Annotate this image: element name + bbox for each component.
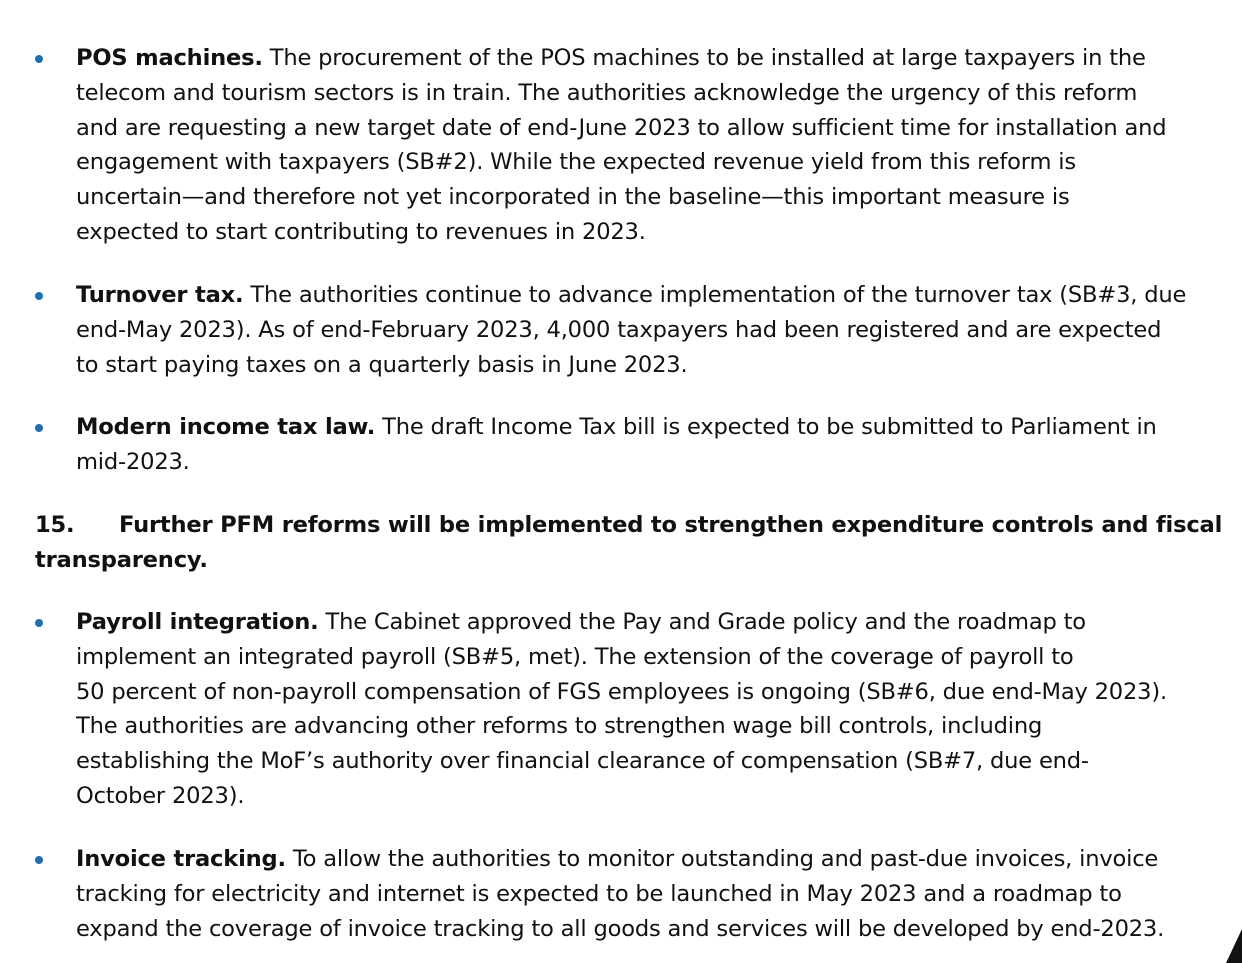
list-item-invoice-tracking bbox=[30, 842, 1165, 946]
bullet-icon bbox=[35, 424, 43, 432]
text-line: The draft Income Tax bill is expected to be submitted to Parliament in bbox=[375, 414, 1157, 440]
corner-triangle-icon bbox=[1226, 929, 1242, 963]
list-item-text bbox=[76, 278, 1187, 382]
text-line: mid-2023. bbox=[76, 448, 190, 475]
list-item-text bbox=[76, 41, 1167, 250]
section-title-line: transparency. bbox=[35, 546, 208, 573]
list-item-lead: Modern income tax law. bbox=[76, 414, 376, 440]
list-item-income-tax-law bbox=[30, 410, 1157, 480]
text-line: The authorities are advancing other reforms to strengthen wage bill controls, including bbox=[76, 713, 1043, 740]
text-line: implement an integrated payroll (SB#5, met). The extension of the coverage of payroll to bbox=[76, 643, 1074, 670]
section-title-line: Further PFM reforms will be implemented to strengthen expenditure controls and fiscal bbox=[119, 512, 1223, 538]
list-item-text bbox=[76, 605, 1167, 814]
list-item-pos-machines bbox=[30, 41, 1167, 250]
bullet-icon bbox=[35, 55, 43, 63]
section-heading bbox=[35, 508, 1223, 578]
text-line: and are requesting a new target date of end-June 2023 to allow sufficient time for installation and bbox=[76, 114, 1167, 141]
list-item-text bbox=[76, 410, 1157, 480]
text-line: To allow the authorities to monitor outstanding and past-due invoices, invoice bbox=[285, 846, 1159, 872]
text-line: telecom and tourism sectors is in train. The authorities acknowledge the urgency of this reform bbox=[76, 79, 1138, 106]
text-line: The Cabinet approved the Pay and Grade policy and the roadmap to bbox=[318, 609, 1086, 635]
text-line: tracking for electricity and internet is expected to be launched in May 2023 and a roadmap to bbox=[76, 880, 1122, 907]
text-line: expected to start contributing to revenues in 2023. bbox=[76, 218, 646, 245]
text-line: establishing the MoF’s authority over financial clearance of compensation (SB#7, due end- bbox=[76, 748, 1089, 775]
list-item-text bbox=[76, 842, 1165, 946]
list-item-turnover-tax bbox=[30, 278, 1187, 382]
text-line: uncertain—and therefore not yet incorporated in the baseline—this important measure is bbox=[76, 184, 1070, 211]
bullet-icon bbox=[35, 856, 43, 864]
list-item-lead: Invoice tracking. bbox=[76, 846, 286, 872]
text-line: to start paying taxes on a quarterly basis in June 2023. bbox=[76, 351, 688, 378]
section-number: 15. bbox=[35, 512, 75, 538]
text-line: expand the coverage of invoice tracking to all goods and services will be developed by end-2023. bbox=[76, 915, 1165, 942]
bullet-icon bbox=[35, 619, 43, 627]
text-line: end-May 2023). As of end-February 2023, 4,000 taxpayers had been registered and are expected bbox=[76, 316, 1162, 343]
text-line: engagement with taxpayers (SB#2). While the expected revenue yield from this reform is bbox=[76, 149, 1076, 176]
text-line: 50 percent of non-payroll compensation of FGS employees is ongoing (SB#6, due end-May 2023). bbox=[76, 678, 1167, 705]
text-line: The procurement of the POS machines to be installed at large taxpayers in the bbox=[262, 45, 1146, 71]
list-item-lead: Payroll integration. bbox=[76, 609, 319, 635]
list-item-lead: POS machines. bbox=[76, 45, 263, 71]
list-item-lead: Turnover tax. bbox=[76, 282, 244, 308]
bullet-icon bbox=[35, 292, 43, 300]
text-line: October 2023). bbox=[76, 782, 245, 809]
list-item-payroll-integration bbox=[30, 605, 1167, 814]
text-line: The authorities continue to advance implementation of the turnover tax (SB#3, due bbox=[243, 282, 1187, 308]
